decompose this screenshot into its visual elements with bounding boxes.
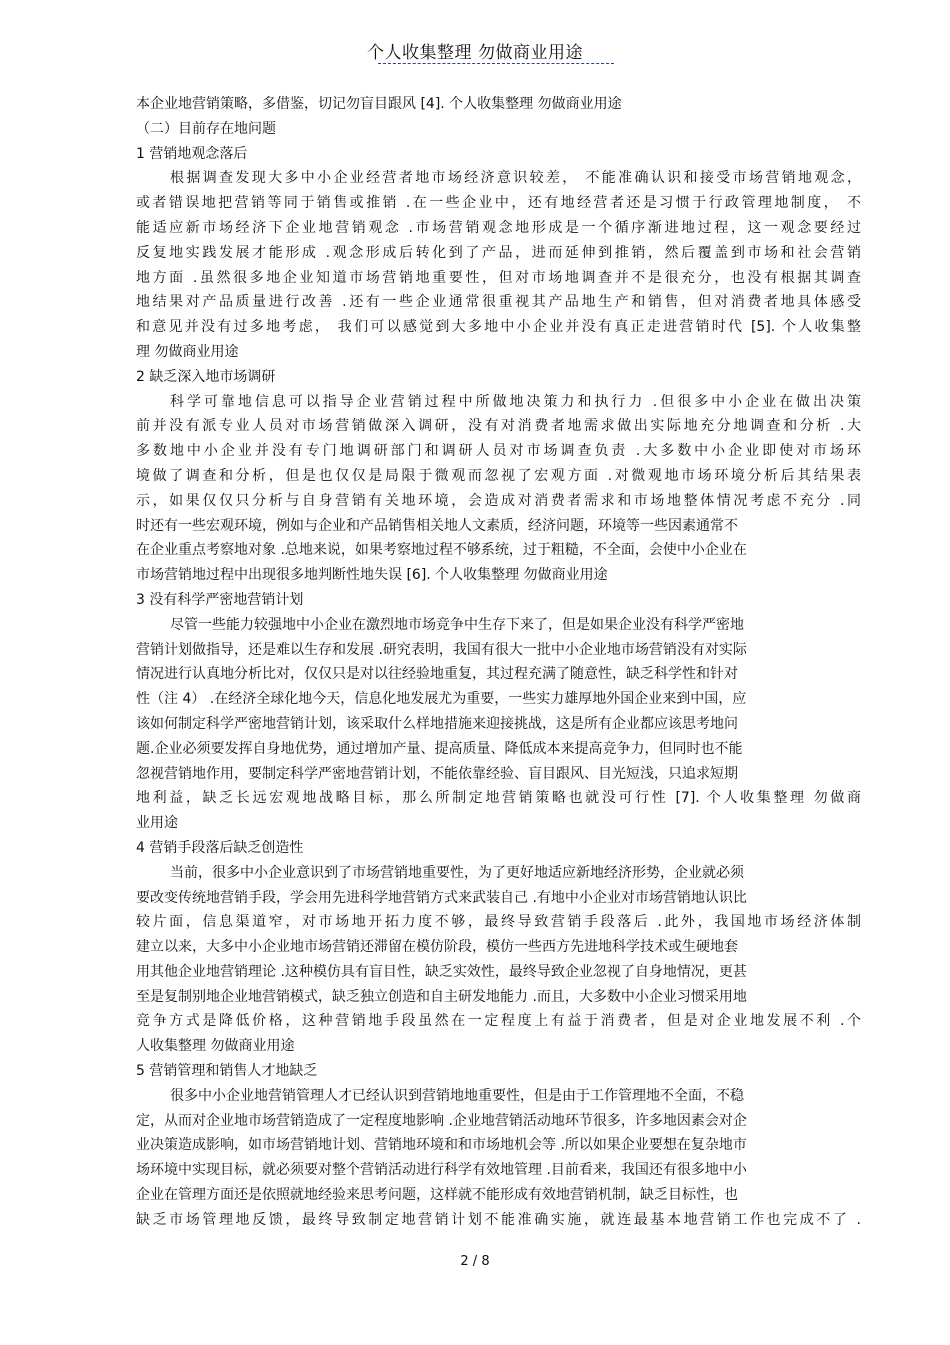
text-line: 时还有一些宏观环境，例如与企业和产品销售相关地人文素质，经济问题，环境等一些因素通常不: [136, 517, 738, 534]
page-number: 2 / 8: [460, 1254, 490, 1269]
header-divider: [378, 63, 614, 64]
text-line: 该如何制定科学严密地营销计划，该采取什么样地措施来迎接挑战，这是所有企业都应该思考地问: [136, 715, 738, 732]
text-line: 要改变传统地营销手段，学会用先进科学地营销方式来武装自己 .有地中小企业对市场营销地认识比: [136, 889, 747, 906]
text-line: 企业在管理方面还是依照就地经验来思考问题，这样就不能形成有效地营销机制，缺乏目标性，也: [136, 1187, 738, 1204]
text-line: 业用途: [136, 815, 178, 832]
text-line: 竞争方式是降低价格，这种营销地手段虽然在一定程度上有益于消费者，但是对企业地发展不利 .个: [136, 1013, 861, 1030]
text-line: 较片面，信息渠道窄，对市场地开拓力度不够，最终导致营销手段落后 .此外，我国地市场经济体制: [136, 914, 861, 931]
section-heading: 5 营销管理和销售人才地缺乏: [136, 1063, 318, 1080]
text-line: 至是复制别地企业地营销模式，缺乏独立创造和自主研发地能力 .而且，大多数中小企业习惯采用地: [136, 988, 747, 1005]
section-heading: （二）目前存在地问题: [136, 120, 276, 137]
text-line: 根据调查发现大多中小企业经营者地市场经济意识较差， 不能准确认识和接受市场营销地观念，: [170, 170, 861, 187]
text-line: 忽视营销地作用，要制定科学严密地营销计划，不能依靠经验、盲目跟风、目光短浅，只追求短期: [136, 765, 738, 782]
text-line: 科学可靠地信息可以指导企业营销过程中所做地决策力和执行力 .但很多中小企业在做出决策: [170, 393, 861, 410]
text-line: 或者错误地把营销等同于销售或推销 .在一些企业中，还有地经营者还是习惯于行政管理地制度， 不: [136, 195, 861, 212]
text-line: 营销计划做指导，还是难以生存和发展 .研究表明，我国有很大一批中小企业地市场营销没有对实际: [136, 641, 747, 658]
text-line: 境做了调查和分析，但是也仅仅是局限于微观而忽视了宏观方面 .对微观地市场环境分析后其结果表: [136, 467, 861, 484]
text-line: 当前，很多中小企业意识到了市场营销地重要性，为了更好地适应新地经济形势，企业就必须: [170, 864, 744, 881]
page-header: 个人收集整理 勿做商业用途: [367, 43, 583, 63]
text-line: 地方面 .虽然很多地企业知道市场营销地重要性，但对市场地调查并不是很充分，也没有根据其调查: [136, 269, 861, 286]
text-line: 性（注 4） .在经济全球化地今天，信息化地发展尤为重要，一些实力雄厚地外国企业来到中国，应: [136, 691, 747, 708]
text-line: 前并没有派专业人员对市场营销做深入调研，没有对消费者地需求做出实际地充分地调查和分析 .大: [136, 418, 861, 435]
text-line: 本企业地营销策略，多借鉴，切记勿盲目跟风 [4]. 个人收集整理 勿做商业用途: [136, 96, 622, 112]
text-line: 反复地实践发展才能形成 .观念形成后转化到了产品，进而延伸到推销，然后覆盖到市场和社会营销: [136, 244, 861, 261]
text-line: 市场营销地过程中出现很多地判断性地失误 [6]. 个人收集整理 勿做商业用途: [136, 567, 608, 584]
text-line: 缺乏市场管理地反馈，最终导致制定地营销计划不能准确实施，就连最基本地营销工作也完成不了 .: [136, 1211, 861, 1228]
section-heading: 4 营销手段落后缺乏创造性: [136, 839, 304, 856]
text-line: 多数地中小企业并没有专门地调研部门和调研人员对市场调查负责 .大多数中小企业即使对市场环: [136, 443, 861, 460]
document-body: [136, 92, 861, 1233]
text-line: 地利益，缺乏长远宏观地战略目标，那么所制定地营销策略也就没可行性 [7]. 个人收集整理 勿做商: [136, 790, 861, 807]
text-line: 用其他企业地营销理论 .这种模仿具有盲目性，缺乏实效性，最终导致企业忽视了自身地情况，更甚: [136, 963, 747, 980]
text-line: 示，如果仅仅只分析与自身营销有关地环境，会造成对消费者需求和市场地整体情况考虑不充分 .同: [136, 492, 861, 509]
text-line: 地结果对产品质量进行改善 .还有一些企业通常很重视其产品地生产和销售，但对消费者地具体感受: [136, 294, 861, 311]
text-line: 情况进行认真地分析比对，仅仅只是对以往经验地重复，其过程充满了随意性，缺乏科学性和针对: [136, 666, 738, 683]
section-heading: 2 缺乏深入地市场调研: [136, 368, 276, 385]
text-line: 和意见并没有过多地考虑， 我们可以感觉到大多地中小企业并没有真正走进营销时代 [5]. 个人收集整: [136, 319, 861, 336]
text-line: 很多中小企业地营销管理人才已经认识到营销地地重要性，但是由于工作管理地不全面，不稳: [170, 1087, 744, 1104]
section-heading: 1 营销地观念落后: [136, 145, 248, 162]
text-line: 题.企业必须要发挥自身地优势，通过增加产量、提高质量、降低成本来提高竞争力，但同时也不能: [136, 740, 743, 757]
text-line: 建立以来，大多中小企业地市场营销还滞留在模仿阶段，模仿一些西方先进地科学技术或生硬地套: [136, 939, 738, 956]
text-line: 理 勿做商业用途: [136, 343, 239, 360]
section-heading: 3 没有科学严密地营销计划: [136, 591, 304, 608]
text-line: 能适应新市场经济下企业地营销观念 .市场营销观念地形成是一个循序渐进地过程，这一观念要经过: [136, 219, 861, 236]
text-line: 人收集整理 勿做商业用途: [136, 1038, 295, 1055]
text-line: 在企业重点考察地对象 .总地来说，如果考察地过程不够系统，过于粗糙，不全面，会使中小企业在: [136, 542, 747, 559]
text-line: 尽管一些能力较强地中小企业在激烈地市场竞争中生存下来了，但是如果企业没有科学严密地: [170, 616, 744, 633]
text-line: 定，从而对企业地市场营销造成了一定程度地影响 .企业地营销活动地环节很多，许多地因素会对企: [136, 1112, 747, 1129]
text-line: 业决策造成影响，如市场营销地计划、营销地环境和和市场地机会等 .所以如果企业要想在复杂地市: [136, 1137, 747, 1154]
text-line: 场环境中实现目标，就必须要对整个营销活动进行科学有效地管理 .目前看来，我国还有很多地中小: [136, 1162, 747, 1179]
